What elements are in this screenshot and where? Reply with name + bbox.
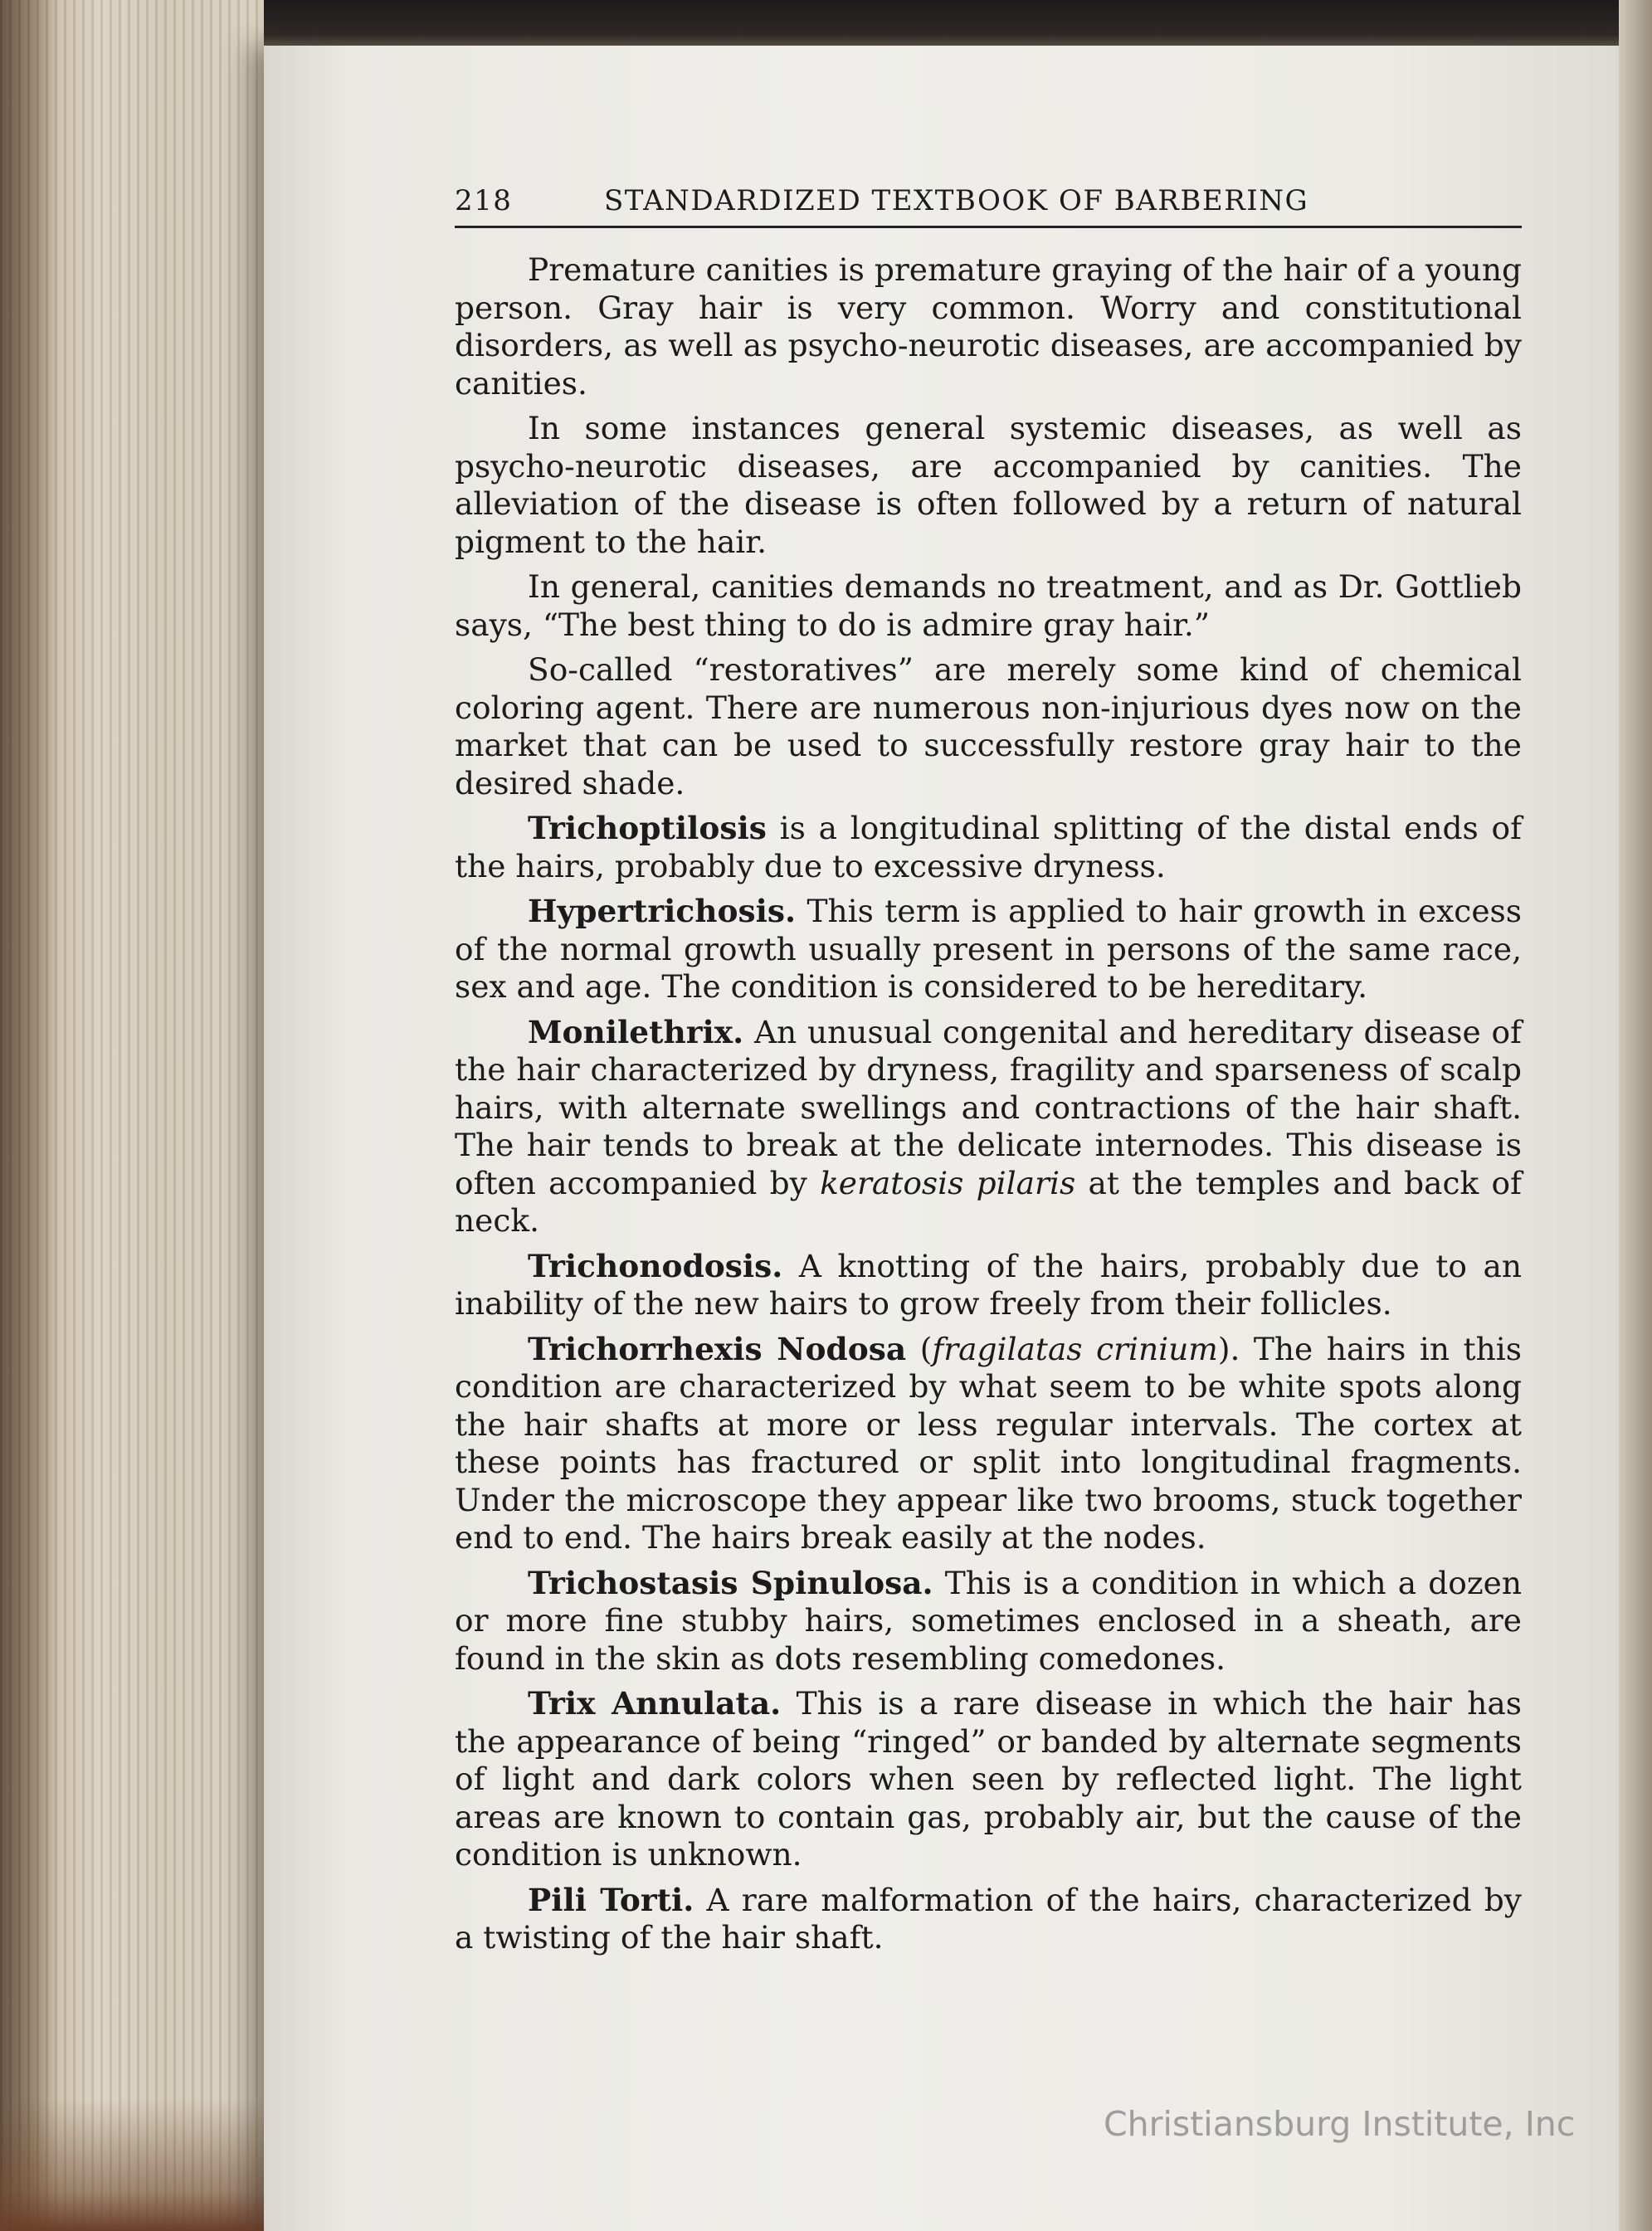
term-heading: Trichonodosis. [528, 1247, 783, 1284]
paragraph-text: This is a rare disease in which the hair has the appearance of being “ringed” or banded by alternate segments of light and dark colors when seen by reflected light. The light areas are known to contain gas, probably air, but the cause of the condition is unknown. [455, 1685, 1522, 1873]
paragraph-trichoptilosis [455, 810, 1522, 885]
paragraph-text: In general, canities demands no treatment, and as Dr. Gottlieb says, “The best thing to do is admire gray hair.” [455, 568, 1522, 643]
paragraph-premature-canities [455, 251, 1522, 402]
term-heading: Monilethrix. [528, 1013, 744, 1050]
paragraph-text: is a longitudinal splitting of the distal ends of the hairs, probably due to excessive dryness. [455, 810, 1522, 884]
paragraph-pili-torti [455, 1882, 1522, 1957]
term-heading: Hypertrichosis. [528, 893, 797, 929]
paragraph-text: This term is applied to hair growth in excess of the normal growth usually present in persons of the same race, sex and age. The condition is considered to be hereditary. [455, 893, 1522, 1005]
paragraph-restoratives [455, 651, 1522, 802]
paragraph-trix-annulata [455, 1685, 1522, 1874]
running-header [455, 184, 1522, 228]
paragraph-trichonodosis [455, 1248, 1522, 1323]
paragraph-hypertrichosis [455, 893, 1522, 1006]
page-content [455, 184, 1522, 1965]
running-title: STANDARDIZED TEXTBOOK OF BARBERING [604, 184, 1309, 217]
paragraph-text: In some instances general systemic diseases, as well as psycho-neurotic diseases, are accompanied by canities. The alleviation of the disease is often followed by a return of natural pigment to the hair. [455, 410, 1522, 560]
term-heading: Trichostasis Spinulosa. [528, 1564, 933, 1601]
latin-term: keratosis pilaris [820, 1164, 1076, 1201]
term-heading: Trichoptilosis [528, 810, 767, 846]
paragraph-text: An unusual congenital and hereditary disease of the hair characterized by dryness, fragility and sparseness of scalp hairs, with alternate swellings and contractions of the hair shaft. The hair tends to break at the delicate internodes. This disease is often accompanied by [455, 1013, 1522, 1201]
paragraph-systemic-diseases [455, 410, 1522, 561]
paragraph-text: Premature canities is premature graying of the hair of a young person. Gray hair is very common. Worry and constitutional disorders, as well as psycho-neurotic diseases, are accompanied by canities. [455, 251, 1522, 402]
body-text [455, 251, 1522, 1957]
paragraph-text: A rare malformation of the hairs, characterized by a twisting of the hair shaft. [455, 1881, 1522, 1956]
watermark: Christiansburg Institute, Inc [1104, 2104, 1576, 2144]
paragraph-monilethrix [455, 1014, 1522, 1240]
paragraph-text: A knotting of the hairs, probably due to an inability of the new hairs to grow freely from their follicles. [455, 1247, 1522, 1322]
paragraph-canities-treatment [455, 568, 1522, 644]
book-cover-edge [0, 2098, 299, 2231]
paragraph-text: So-called “restoratives” are merely some kind of chemical coloring agent. There are numerous non-injurious dyes now on the market that can be used to successfully restore gray hair to the desired shade. [455, 651, 1522, 801]
top-shadow-background [264, 0, 1652, 50]
page-edges-stack [0, 0, 299, 2231]
paragraph-text: ( [906, 1330, 933, 1367]
paragraph-text: This is a condition in which a dozen or more fine stubby hairs, sometimes enclosed in a sheath, are found in the skin as dots resembling comedones. [455, 1564, 1522, 1677]
latin-term: fragilatas crinium [932, 1330, 1218, 1367]
paragraph-trichostasis-spinulosa [455, 1565, 1522, 1678]
paragraph-text-after: at the temples and back of neck. [455, 1164, 1522, 1239]
page-number: 218 [455, 184, 513, 217]
term-heading: Trichorrhexis Nodosa [528, 1330, 907, 1367]
term-heading: Trix Annulata. [528, 1685, 782, 1722]
term-heading: Pili Torti. [528, 1881, 694, 1918]
paragraph-trichorrhexis-nodosa [455, 1331, 1522, 1557]
right-page-edge [1619, 0, 1652, 2231]
paragraph-text-after: ). The hairs in this condition are characterized by what seem to be white spots along the hair shafts at more or less regular intervals. The cortex at these points has fractured or split into longitudinal fragments. Under the microscope they appear like two brooms, stuck together end to end. The hairs break easily at the nodes. [455, 1330, 1522, 1556]
